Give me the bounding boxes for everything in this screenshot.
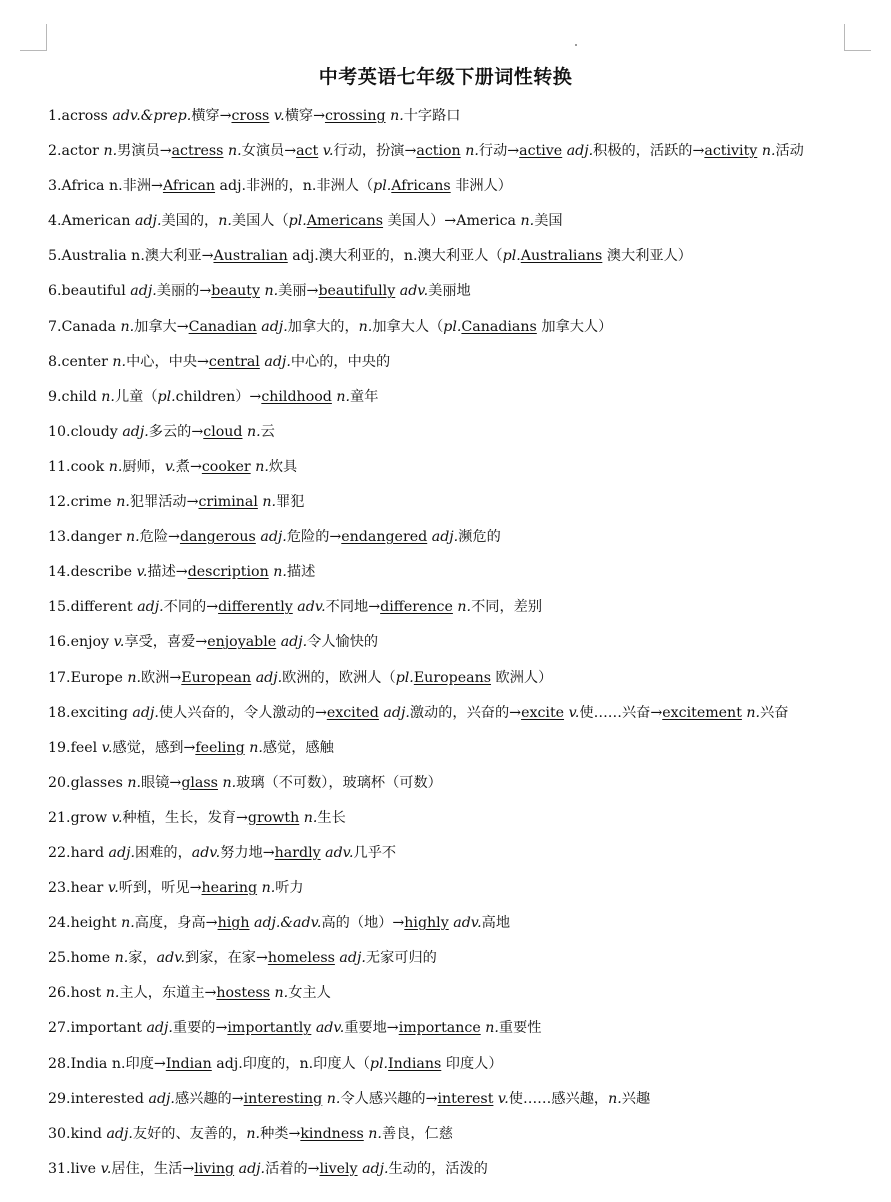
derived-word: glass <box>181 774 218 791</box>
derived-word: enjoyable <box>207 634 277 651</box>
entry-text: 几乎不 <box>353 844 397 861</box>
part-of-speech: adj. <box>264 353 291 370</box>
part-of-speech: pl. <box>443 318 462 335</box>
part-of-speech: adj. <box>261 318 288 335</box>
entry-text: 善良，仁慈 <box>381 1125 453 1142</box>
part-of-speech: v. <box>273 108 285 124</box>
derived-word: European <box>181 669 252 686</box>
part-of-speech: n. <box>222 774 237 791</box>
entry-text: children）→ <box>175 388 262 405</box>
page-speck <box>575 44 577 46</box>
entry-text: 感觉，感到→ <box>112 739 196 756</box>
entry-text: 13.danger <box>48 529 127 546</box>
part-of-speech: n. <box>101 388 115 405</box>
part-of-speech: v. <box>107 880 119 897</box>
part-of-speech: adj.&adv. <box>253 915 322 932</box>
entry-text: 12.crime <box>48 494 117 511</box>
entry-text: 17.Europe <box>48 669 128 686</box>
derived-word: beautifully <box>318 283 396 300</box>
derived-word: Indians <box>388 1055 442 1072</box>
part-of-speech: n. <box>108 458 123 475</box>
entry-line <box>48 1121 878 1156</box>
derived-word: hearing <box>201 880 258 897</box>
entry-text: 主人，东道主→ <box>119 985 217 1002</box>
derived-word: hostess <box>216 985 271 1002</box>
entry-line <box>48 629 878 664</box>
derived-word: lively <box>319 1160 358 1177</box>
entry-line <box>48 700 878 735</box>
entry-text: 非洲人） <box>450 178 512 195</box>
part-of-speech: n. <box>116 494 130 511</box>
entry-text: 感觉，感触 <box>262 739 334 756</box>
derived-word: Americans <box>306 213 384 230</box>
entry-text: adj.澳大利亚的，n.澳大利亚人（ <box>287 248 503 265</box>
entry-text: 14.describe <box>48 564 137 581</box>
part-of-speech: n. <box>358 318 373 335</box>
part-of-speech: v. <box>136 564 148 581</box>
entry-line <box>48 910 878 945</box>
entry-text: 美丽的→ <box>156 283 212 300</box>
entry-text: 横穿→ <box>191 108 232 124</box>
entry-text: 童年 <box>350 388 379 405</box>
part-of-speech: n. <box>247 423 261 440</box>
part-of-speech: adj. <box>260 529 287 546</box>
entry-text: 11.cook <box>48 458 109 475</box>
derived-word: Australian <box>213 248 288 265</box>
derived-word: activity <box>704 143 758 160</box>
entry-text: 活动 <box>775 143 804 160</box>
entry-line <box>48 1086 878 1121</box>
part-of-speech: n. <box>114 950 129 967</box>
derived-word: criminal <box>198 494 258 511</box>
part-of-speech: n. <box>761 143 776 160</box>
entry-text: 感兴趣的→ <box>174 1090 244 1107</box>
part-of-speech: adj. <box>280 634 308 651</box>
part-of-speech: v. <box>101 739 113 756</box>
derived-word: interest <box>437 1090 494 1107</box>
entry-text: 美丽→ <box>278 283 319 300</box>
part-of-speech: adj. <box>146 1020 173 1037</box>
entry-line <box>48 875 878 910</box>
part-of-speech: adv. <box>191 844 221 861</box>
part-of-speech: adj. <box>431 529 459 546</box>
part-of-speech: n. <box>264 283 279 300</box>
entry-text: 中心的，中央的 <box>290 353 391 370</box>
derived-word: act <box>296 143 319 160</box>
entry-line <box>48 173 878 208</box>
entry-text: 女演员→ <box>241 143 297 160</box>
part-of-speech: pl. <box>395 669 414 686</box>
entry-line <box>48 735 878 770</box>
entry-line <box>48 384 878 419</box>
entry-text: 26.host <box>48 985 106 1002</box>
entry-text: 种植，生长，发育→ <box>122 809 248 826</box>
entry-text: 美丽地 <box>428 283 471 300</box>
part-of-speech: n. <box>112 353 127 370</box>
part-of-speech: pl. <box>369 1055 389 1072</box>
entry-text: 21.grow <box>48 809 112 826</box>
derived-word: actress <box>171 143 224 160</box>
entry-text: 使人兴奋的，令人激动的→ <box>158 704 327 721</box>
part-of-speech: n. <box>127 669 142 686</box>
part-of-speech: adv. <box>399 283 429 300</box>
entry-text: 困难的， <box>135 844 192 861</box>
part-of-speech: adj. <box>135 213 162 230</box>
entry-text: 激动的，兴奋的→ <box>409 704 522 721</box>
entry-line <box>48 594 878 629</box>
part-of-speech: n. <box>246 1125 261 1142</box>
entry-text: 15.different <box>48 599 138 616</box>
entry-text: 美国 <box>534 213 563 230</box>
entry-text: 犯罪活动→ <box>129 494 199 511</box>
entry-text: 22.hard <box>48 844 109 861</box>
entry-text: 听力 <box>275 880 304 897</box>
derived-word: crossing <box>324 108 386 124</box>
derived-word: Canadian <box>188 318 257 335</box>
entry-text: 行动→ <box>478 143 520 160</box>
entry-text: 描述 <box>286 564 316 581</box>
entry-text: 澳大利亚人） <box>602 248 692 265</box>
part-of-speech: v. <box>111 809 123 826</box>
entry-text: 29.interested <box>48 1090 149 1107</box>
entry-text: 18.exciting <box>48 704 133 721</box>
entry-text: 家， <box>128 950 157 967</box>
entry-text: 欧洲→ <box>141 669 182 686</box>
derived-word: excited <box>326 704 379 721</box>
entry-text: 2.actor <box>48 143 104 160</box>
entry-text: 横穿→ <box>284 108 325 124</box>
part-of-speech: n. <box>121 915 135 932</box>
derived-word: differently <box>218 599 293 616</box>
entry-text: 高地 <box>481 915 511 932</box>
entry-text: 美国的， <box>161 213 219 230</box>
derived-word: dangerous <box>179 529 256 546</box>
part-of-speech: n. <box>262 494 277 511</box>
part-of-speech: pl. <box>288 213 307 230</box>
entry-line <box>48 208 878 243</box>
part-of-speech: adj. <box>122 423 149 440</box>
entry-text: 生长 <box>317 809 346 826</box>
entry-line <box>48 945 878 980</box>
entry-text: 罪犯 <box>276 494 305 511</box>
entry-line <box>48 1015 878 1050</box>
part-of-speech: v. <box>497 1090 509 1107</box>
part-of-speech: adv. <box>315 1020 345 1037</box>
derived-word: excite <box>521 704 565 721</box>
derived-word: description <box>187 564 269 581</box>
entry-text: 种类→ <box>260 1125 301 1142</box>
part-of-speech: n. <box>303 809 318 826</box>
entry-line <box>48 980 878 1015</box>
entry-text: 令人感兴趣的→ <box>340 1090 438 1107</box>
entry-text: 男演员→ <box>117 143 172 160</box>
entry-text: 7.Canada <box>48 318 121 335</box>
part-of-speech: n. <box>255 458 269 475</box>
entry-text: 眼镜→ <box>141 774 182 791</box>
entry-text: 1.across <box>48 108 113 124</box>
part-of-speech: n. <box>105 985 120 1002</box>
part-of-speech: n. <box>746 704 761 721</box>
entry-text: 听到，听见→ <box>118 880 202 897</box>
part-of-speech: n. <box>390 108 404 124</box>
part-of-speech: adv. <box>325 844 354 861</box>
derived-word: Australians <box>520 248 603 265</box>
entry-text: 厨师， <box>122 458 165 475</box>
entry-text: 6.beautiful <box>48 283 131 300</box>
derived-word: endangered <box>341 529 428 546</box>
entry-text: 使……兴奋→ <box>579 704 663 721</box>
derived-word: difference <box>380 599 453 616</box>
derived-word: Africans <box>391 178 451 195</box>
entry-line <box>48 1051 878 1086</box>
derived-word: cooker <box>201 458 251 475</box>
derived-word: interesting <box>243 1090 323 1107</box>
part-of-speech: n. <box>485 1020 499 1037</box>
entry-text: 使……感兴趣， <box>508 1090 609 1107</box>
derived-word: high <box>217 915 250 932</box>
entry-text: 不同地→ <box>325 599 381 616</box>
part-of-speech: n. <box>465 143 479 160</box>
entry-text: 中心，中央→ <box>126 353 209 370</box>
entry-line <box>48 559 878 594</box>
entry-text: 积极的，活跃的→ <box>593 143 705 160</box>
part-of-speech: n. <box>368 1125 382 1142</box>
part-of-speech: adj. <box>566 143 594 160</box>
entry-text: 欧洲的，欧洲人（ <box>282 669 396 686</box>
part-of-speech: v. <box>164 458 176 475</box>
part-of-speech: adj. <box>108 844 135 861</box>
entry-line <box>48 419 878 454</box>
part-of-speech: n. <box>457 599 472 616</box>
entry-text: 23.hear <box>48 880 108 897</box>
part-of-speech: n. <box>273 564 287 581</box>
entry-text: 4.American <box>48 213 136 230</box>
entry-text: adj.非洲的，n.非洲人（ <box>215 178 374 195</box>
derived-word: central <box>208 353 260 370</box>
part-of-speech: n. <box>274 985 289 1002</box>
entry-text: 行动，扮演→ <box>333 143 417 160</box>
part-of-speech: n. <box>227 143 242 160</box>
part-of-speech: n. <box>120 318 135 335</box>
part-of-speech: adv. <box>453 915 482 932</box>
entry-text: 云 <box>260 423 275 440</box>
part-of-speech: n. <box>127 774 142 791</box>
entry-text: 兴趣 <box>621 1090 651 1107</box>
derived-word: kindness <box>300 1125 364 1142</box>
entry-line <box>48 489 878 524</box>
entry-text: 高的（地）→ <box>321 915 405 932</box>
entry-text: 加拿大人（ <box>372 318 444 335</box>
derived-word: hardly <box>274 844 321 861</box>
entry-line <box>48 805 878 840</box>
document-title: 中考英语七年级下册词性转换 <box>318 66 573 88</box>
entry-text: 24.height <box>48 915 122 932</box>
derived-word: Europeans <box>413 669 492 686</box>
entry-text: 居住，生活→ <box>111 1160 195 1177</box>
part-of-speech: pl. <box>373 178 392 195</box>
part-of-speech: adj. <box>362 1160 389 1177</box>
part-of-speech: adv. <box>156 950 186 967</box>
part-of-speech: n. <box>326 1090 341 1107</box>
entry-text: 9.child <box>48 388 102 405</box>
part-of-speech: adj. <box>137 599 164 616</box>
part-of-speech: adv. <box>297 599 326 616</box>
entry-text: 享受，喜爱→ <box>124 634 208 651</box>
part-of-speech: n. <box>520 213 535 230</box>
part-of-speech: n. <box>103 143 118 160</box>
entry-text: 20.glasses <box>48 774 128 791</box>
entry-text: 活着的→ <box>265 1160 320 1177</box>
part-of-speech: adj. <box>106 1125 133 1142</box>
entry-text: 8.center <box>48 353 113 370</box>
derived-word: importance <box>398 1020 481 1037</box>
entry-line <box>48 524 878 559</box>
derived-word: cross <box>231 108 270 124</box>
entry-text: 儿童（ <box>114 388 158 405</box>
entry-text: 美国人（ <box>231 213 289 230</box>
entry-line <box>48 454 878 489</box>
entry-text: 十字路口 <box>403 108 461 124</box>
entry-text: 25.home <box>48 950 115 967</box>
entry-text: 美国人）→America <box>383 213 521 230</box>
entry-text: 重要性 <box>498 1020 542 1037</box>
word-conversion-list <box>48 103 878 1191</box>
part-of-speech: adj. <box>255 669 283 686</box>
entry-text: 加拿大的， <box>287 318 359 335</box>
derived-word: childhood <box>261 388 332 405</box>
derived-word: feeling <box>195 739 245 756</box>
part-of-speech: adj. <box>383 704 410 721</box>
entry-text: 3.Africa n.非洲→ <box>48 178 163 195</box>
part-of-speech: n. <box>608 1090 622 1107</box>
part-of-speech: n. <box>336 388 351 405</box>
entry-text: 30.kind <box>48 1125 107 1142</box>
entry-text: 危险→ <box>139 529 180 546</box>
entry-line <box>48 349 878 384</box>
entry-line <box>48 138 878 173</box>
derived-word: growth <box>247 809 300 826</box>
part-of-speech: v. <box>113 634 125 651</box>
entry-text: 煮→ <box>175 458 202 475</box>
entry-text: 31.live <box>48 1160 101 1177</box>
entry-text: 重要地→ <box>344 1020 399 1037</box>
part-of-speech: n. <box>218 213 232 230</box>
entry-text: 重要的→ <box>172 1020 228 1037</box>
entry-line <box>48 1156 878 1191</box>
derived-word: action <box>416 143 461 160</box>
entry-text: 16.enjoy <box>48 634 114 651</box>
entry-text: 努力地→ <box>220 844 275 861</box>
derived-word: active <box>519 143 563 160</box>
part-of-speech: adj. <box>339 950 366 967</box>
derived-word: importantly <box>227 1020 312 1037</box>
part-of-speech: v. <box>322 143 334 160</box>
entry-text: 无家可归的 <box>365 950 437 967</box>
entry-line <box>48 243 878 278</box>
entry-line <box>48 665 878 700</box>
entry-text: 炊具 <box>268 458 298 475</box>
entry-text: adj.印度的，n.印度人（ <box>211 1055 370 1072</box>
page-corner-mark-top-right <box>844 24 871 51</box>
entry-line <box>48 314 878 349</box>
part-of-speech: adv.&prep. <box>112 108 192 124</box>
entry-text: 28.India n.印度→ <box>48 1055 166 1072</box>
entry-text: 高度，身高→ <box>134 915 218 932</box>
derived-word: beauty <box>211 283 260 300</box>
entry-text: 多云的→ <box>148 423 204 440</box>
entry-text: 10.cloudy <box>48 423 123 440</box>
entry-text: 不同，差别 <box>471 599 543 616</box>
entry-text: 19.feel <box>48 739 102 756</box>
derived-word: living <box>194 1160 235 1177</box>
entry-text: 5.Australia n.澳大利亚→ <box>48 248 214 265</box>
entry-text: 友好的、友善的， <box>132 1125 247 1142</box>
entry-text: 令人愉快的 <box>307 634 379 651</box>
page-corner-mark-top-left <box>20 24 47 51</box>
part-of-speech: pl. <box>502 248 521 265</box>
entry-text: 描述→ <box>147 564 188 581</box>
entry-text: 27.important <box>48 1020 147 1037</box>
part-of-speech: v. <box>568 704 580 721</box>
part-of-speech: n. <box>261 880 276 897</box>
entry-text: 危险的→ <box>286 529 342 546</box>
entry-line <box>48 103 878 138</box>
derived-word: African <box>162 178 216 195</box>
derived-word: highly <box>404 915 449 932</box>
entry-text: 到家，在家→ <box>185 950 268 967</box>
derived-word: excitement <box>662 704 742 721</box>
derived-word: Canadians <box>461 318 537 335</box>
part-of-speech: pl. <box>157 388 176 405</box>
entry-text: 生动的，活泼的 <box>388 1160 488 1177</box>
part-of-speech: adj. <box>148 1090 175 1107</box>
entry-text: 加拿大人） <box>536 318 613 335</box>
entry-text: 不同的→ <box>163 599 219 616</box>
entry-text: 女主人 <box>288 985 331 1002</box>
part-of-speech: n. <box>249 739 263 756</box>
derived-word: cloud <box>203 423 243 440</box>
part-of-speech: v. <box>100 1160 112 1177</box>
derived-word: Indian <box>165 1055 212 1072</box>
part-of-speech: adj. <box>130 283 157 300</box>
part-of-speech: adj. <box>238 1160 266 1177</box>
derived-word: homeless <box>267 950 335 967</box>
part-of-speech: adj. <box>132 704 159 721</box>
part-of-speech: n. <box>126 529 140 546</box>
entry-text: 兴奋 <box>760 704 789 721</box>
entry-text: 濒危的 <box>458 529 501 546</box>
entry-line <box>48 278 878 313</box>
entry-text: 欧洲人） <box>491 669 553 686</box>
entry-line <box>48 840 878 875</box>
entry-text: 玻璃（不可数），玻璃杯（可数） <box>236 774 442 791</box>
entry-text: 印度人） <box>441 1055 503 1072</box>
entry-text: 加拿大→ <box>134 318 189 335</box>
entry-line <box>48 770 878 805</box>
